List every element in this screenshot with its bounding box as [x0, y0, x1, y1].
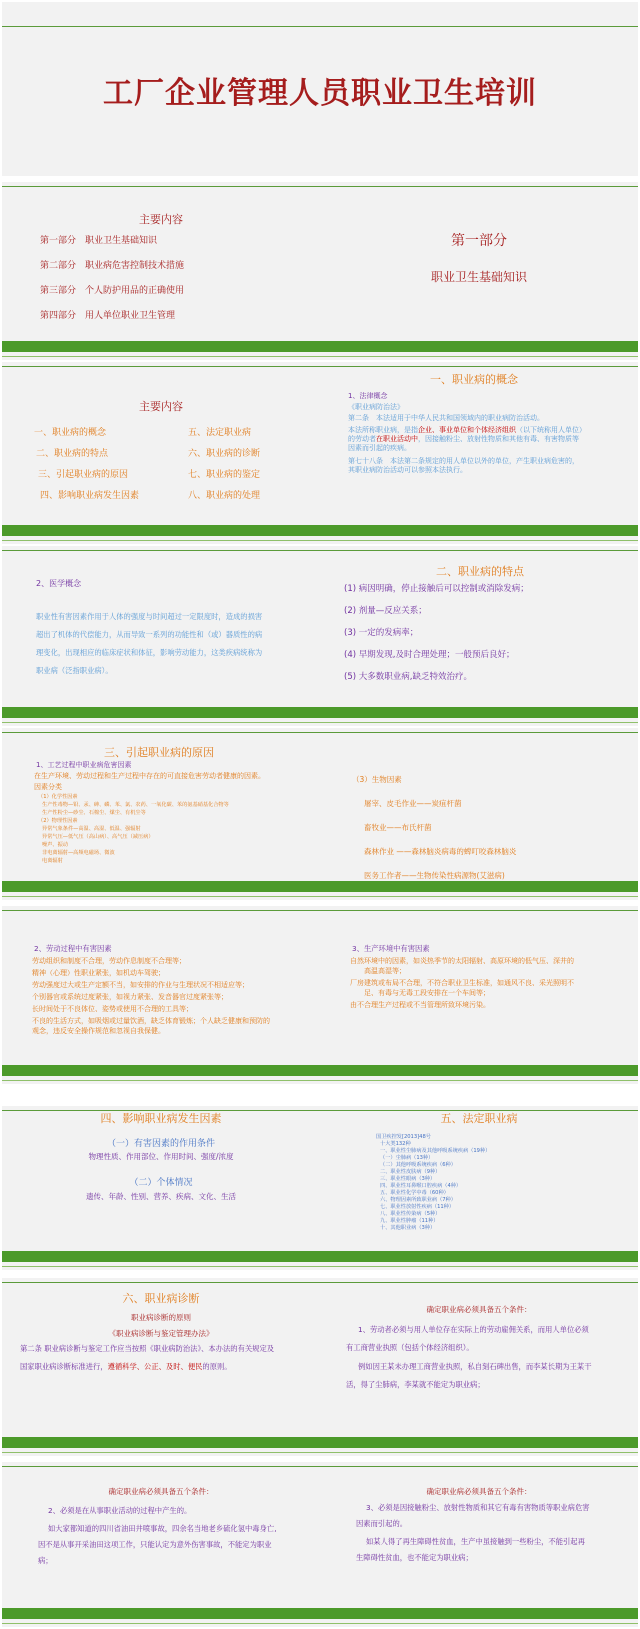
statutory-line: 三、职业性眼病（3种）	[380, 1176, 436, 1182]
statutory-line: （一）尘肺病（13种）	[380, 1155, 434, 1161]
condition-line: 例如因王某未办理工商营业执照，私自刻石碑出售，而李某长期为王某干	[358, 1362, 592, 1371]
condition-line: 生障碍性贫血，也不能定为职业病；	[356, 1553, 473, 1562]
part-label: 第一部分	[451, 233, 507, 249]
feature-item: (4) 早期发现,及时合理处理；一般预后良好；	[344, 650, 515, 660]
statutory-line: 二、职业性皮肤病（9种）	[380, 1169, 441, 1175]
statutory-line: 九、职业性肿瘤（11种）	[380, 1218, 439, 1224]
section-heading: 一、职业病的概念	[430, 373, 518, 386]
feature-item: (2) 剂量—反应关系；	[344, 606, 427, 616]
labor-line: 劳动强度过大或生产定额不当，如安排的作业与生理状况不相适应等；	[32, 981, 249, 989]
env-line: 自然环境中的因素，如炎热季节的太阳辐射、高原环境的低气压、深井的	[350, 957, 574, 965]
toc-item: 一、职业病的概念	[34, 428, 107, 438]
condition-line: 1、劳动者必须与用人单位存在实际上的劳动雇佣关系，而用人单位必须	[358, 1325, 589, 1334]
part1-slide	[320, 182, 638, 360]
diagnosis-text: 的原则。	[202, 1362, 232, 1371]
condition-line: 活，得了尘肺病，李某就不能定为职业病；	[346, 1380, 485, 1389]
bio-item: 森林作业 ——森林脑炎病毒的蜱叮咬森林脑炎	[364, 847, 517, 856]
labor-line: 观念，违反安全操作规范和忽视自我保健。	[32, 1027, 165, 1035]
medical-title: 2、医学概念	[36, 579, 82, 588]
condition-slide-1	[320, 1278, 638, 1456]
definition-line3: 因素而引起的疾病。	[348, 444, 411, 452]
condition-line: 如大家都知道的四川省油田井喷事故，四余名当地老乡硫化氢中毒身亡,	[48, 1524, 277, 1533]
cause-line: （1）化学性因素	[38, 794, 78, 800]
feature-item: (3) 一定的发病率；	[344, 628, 419, 638]
diagnosis-slide	[2, 1278, 320, 1456]
medical-line: 职业病（泛指职业病）。	[36, 666, 113, 675]
medical-slide	[2, 546, 320, 726]
labor-line: 劳动组织和制度不合理，劳动作息制度不合理等；	[32, 957, 186, 965]
features-slide	[320, 546, 638, 726]
cause-line: 噪声、振动	[42, 842, 68, 848]
law-name: 《职业病防治法》	[348, 403, 404, 411]
cause-line: 生产性毒物—铅、汞、砷、磷、苯、氯、农药、一氧化碳、苯的氨基硝基化合物等	[42, 802, 229, 808]
section-heading: 二、职业病的特点	[436, 565, 524, 578]
condition-line: 如某人得了再生障碍性贫血，生产中虽接触到一些粉尘，不能引起再	[366, 1537, 585, 1546]
toc-item: 第四部分 用人单位职业卫生管理	[40, 311, 176, 321]
toc-item: 第三部分 个人防护用品的正确使用	[40, 286, 185, 296]
def-text: ，因接触粉尘、放射性物质和其他有毒、有害物质等	[418, 435, 579, 443]
labor-line: 个别器官或系统过度紧张，如视力紧张、发音器官过度紧张等；	[32, 993, 228, 1001]
cause-line: 非电离辐射—高频电磁场、微波	[42, 850, 115, 856]
toc-item: 七、职业病的鉴定	[188, 470, 261, 480]
toc-heading: 主要内容	[139, 400, 183, 413]
labor-line: 不良的生活方式，如吸烟或过量饮酒，缺乏体育锻炼；个人缺乏健康和预防的	[32, 1017, 270, 1025]
condition-line: 有工商营业执照（包括个体经济组织）。	[346, 1343, 474, 1352]
env-title: 3、生产环境中有害因素	[352, 944, 430, 953]
influence-line: 遗传、年龄、性别、营养、疾病、文化、生活	[86, 1192, 236, 1201]
statutory-line: （二）其他呼吸系统疾病（6种）	[380, 1162, 456, 1168]
def-text: 本法所称职业病，是指	[348, 426, 418, 434]
diagnosis-p1: 第二条 职业病诊断与鉴定工作应当按照《职业病防治法》、本办法的有关规定及	[20, 1344, 275, 1353]
toc-item: 八、职业病的处理	[188, 491, 261, 501]
def-highlight: 在职业活动中	[376, 435, 418, 443]
statutory-slide	[320, 1106, 638, 1270]
condition-heading: 确定职业病必须具备五个条件：	[426, 1487, 532, 1496]
influence-sub: （二）个体情况	[129, 1178, 193, 1188]
diagnosis-highlight: 遵循科学、公正、及时、便民	[107, 1362, 203, 1371]
toc-item: 六、职业病的诊断	[188, 449, 261, 459]
def-text: （以下统称用人单位）	[516, 426, 586, 434]
def-highlight: 企业、事业单位和个体经济组织	[418, 426, 516, 434]
diagnosis-sub: 职业病诊断的原则	[131, 1313, 191, 1322]
labor-slide	[2, 906, 320, 1084]
section-heading: 四、影响职业病发生因素	[100, 1112, 222, 1125]
condition-slide-2	[2, 1462, 320, 1627]
statutory-line: 国卫疾控发[2013]48号	[376, 1134, 431, 1140]
condition-line: 因不是从事开采油田这项工作，只能认定为意外伤害事故，不能定为职业	[38, 1540, 272, 1549]
feature-item: (1) 病因明确，停止接触后可以控制或消除发病；	[344, 584, 529, 594]
causes-sub: 1、工艺过程中职业病危害因素	[36, 761, 132, 769]
cause-line: （2）物理性因素	[38, 818, 78, 824]
statutory-line: 五、职业性化学中毒（60种）	[380, 1190, 449, 1196]
toc-heading: 主要内容	[139, 213, 183, 226]
env-slide	[320, 906, 638, 1084]
toc-item: 第二部分 职业病危害控制技术措施	[40, 261, 185, 271]
toc-item: 第一部分 职业卫生基础知识	[40, 236, 158, 246]
condition-slide-3	[320, 1462, 638, 1627]
condition-line: 3、必须是因接触粉尘、放射性物质和其它有毒有害物质等职业病危害	[366, 1503, 590, 1512]
bio-slide	[320, 728, 638, 900]
labor-line: 精神（心理）性职业紧张，如机动车驾驶；	[32, 969, 165, 977]
title-line	[2, 26, 638, 27]
section-heading: 六、职业病诊断	[122, 1292, 200, 1305]
influence-slide	[2, 1106, 320, 1270]
statutory-line: 十、其他职业病（3种）	[380, 1225, 436, 1231]
toc-item: 五、法定职业病	[188, 428, 252, 438]
statutory-line: 八、职业性传染病（5种）	[380, 1211, 441, 1217]
page-title: 工厂企业管理人员职业卫生培训	[103, 76, 537, 111]
bio-item: 屠宰、皮毛作业——炭疽杆菌	[364, 799, 462, 808]
article-78b: 其职业病防治活动可以参照本法执行。	[348, 466, 467, 474]
law-title: 1、法律概念	[348, 392, 388, 400]
condition-line: 病；	[38, 1556, 53, 1565]
section-heading: 五、法定职业病	[440, 1112, 518, 1125]
toc-slide-1	[2, 182, 320, 360]
condition-heading: 确定职业病必须具备五个条件：	[426, 1305, 532, 1314]
causes-intro: 在生产环境、劳动过程和生产过程中存在的可直接危害劳动者健康的因素。	[34, 772, 265, 780]
toc-slide-2	[2, 362, 320, 544]
feature-item: (5) 大多数职业病,缺乏特效治疗。	[344, 672, 472, 682]
env-line: 厂房建筑或布局不合理，不符合职业卫生标准，如通风不良、采光照明不	[350, 979, 574, 987]
condition-heading: 确定职业病必须具备五个条件：	[108, 1487, 214, 1496]
toc-item: 四、影响职业病发生因素	[40, 491, 140, 501]
causes-intro: 因素分类	[34, 783, 62, 791]
title-slide	[2, 2, 638, 176]
bio-item: 畜牧业——布氏杆菌	[364, 823, 432, 832]
toc-item: 二、职业病的特点	[36, 449, 109, 459]
env-line: 足、有毒与无毒工段安排在一个车间等；	[350, 989, 490, 997]
article-78: 第七十八条 本法第二条规定的用人单位以外的单位，产生职业病危害的，	[348, 457, 579, 465]
bio-title: （3）生物因素	[352, 775, 402, 784]
condition-line: 因素而引起的。	[356, 1519, 408, 1528]
statutory-line: 十大类132种	[380, 1141, 411, 1147]
medical-line: 职业性有害因素作用于人体的强度与时间超过一定限度时，造成的损害	[36, 612, 263, 621]
env-line: 高温高湿等；	[350, 967, 406, 975]
causes-slide	[2, 728, 320, 900]
toc-item: 三、引起职业病的原因	[38, 470, 129, 480]
env-line: 由不合理生产过程或不当管理所致环境污染。	[350, 1001, 490, 1009]
medical-line: 理变化，出现相应的临床症状和体征，影响劳动能力，这类疾病统称为	[36, 648, 263, 657]
bio-item: 医务工作者——生物传染性病源物(艾滋病)	[364, 871, 505, 880]
diagnosis-law: 《职业病诊断与鉴定管理办法》	[108, 1329, 214, 1338]
def-text: 的劳动者	[348, 435, 376, 443]
statutory-line: 一、职业性尘肺病及其他呼吸系统疾病（19种）	[380, 1148, 491, 1154]
concept-slide	[320, 362, 638, 544]
diagnosis-text: 国家职业病诊断标准进行，	[20, 1362, 108, 1371]
condition-line: 2、必须是在从事职业活动的过程中产生的。	[48, 1506, 192, 1515]
medical-line: 超出了机体的代偿能力，从而导致一系列的功能性和（或）器质性的病	[36, 630, 263, 639]
statutory-line: 四、职业性耳鼻喉口腔疾病（4种）	[380, 1183, 462, 1189]
article-2: 第二条 本法适用于中华人民共和国领域内的职业病防治活动。	[348, 414, 544, 422]
statutory-line: 七、职业性放射性疾病（11种）	[380, 1204, 455, 1210]
labor-title: 2、劳动过程中有害因素	[34, 944, 112, 953]
labor-line: 长时间处于不良体位、姿势或使用不合理的工具等；	[32, 1005, 193, 1013]
part-subtitle: 职业卫生基础知识	[430, 270, 527, 284]
section-heading: 三、引起职业病的原因	[104, 746, 214, 759]
statutory-line: 六、物理因素所致职业病（7种）	[380, 1197, 456, 1203]
influence-line: 物理性质、作用部位、作用时间、强度/浓度	[88, 1152, 234, 1161]
cause-line: 异常气象条件—高温、高湿、低温、强辐射	[42, 826, 141, 832]
diagnosis-p2	[20, 1362, 232, 1372]
cause-line: 电离辐射	[42, 858, 63, 864]
cause-line: 生产性粉尘—砂尘、石棉尘、煤尘、有机尘等	[42, 810, 146, 816]
cause-line: 异常气压—低气压（高山病）、高气压（减压病）	[42, 834, 154, 840]
influence-sub: （一）有害因素的作用条件	[106, 1139, 215, 1149]
